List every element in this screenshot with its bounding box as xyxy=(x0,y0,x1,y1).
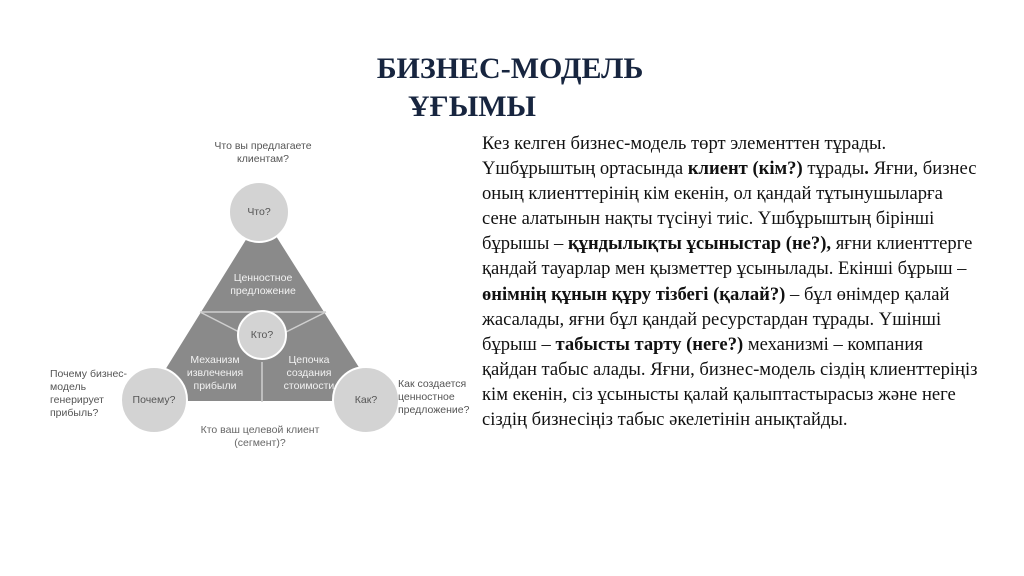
body-text-5: – бұл өнімдер қалай жасалады, яғни бұл қандай ресурстардан тұрады. Үшінші бұрыш – xyxy=(482,283,950,355)
body-text-2: тұрады xyxy=(802,158,865,180)
title-line-1: БИЗНЕС-МОДЕЛЬ xyxy=(376,52,644,85)
center-circle-label: Кто? xyxy=(250,329,274,341)
business-model-triangle-diagram xyxy=(40,130,480,470)
title-line-2: ҰҒЫМЫ xyxy=(408,90,536,123)
body-bold-revenue: табысты тарту (неге?) xyxy=(555,333,744,355)
body-text-4: яғни клиенттерге қандай тауарлар мен қызметтер ұсынылады. Екінші бұрыш – xyxy=(482,233,973,280)
right-circle-label: Как? xyxy=(354,394,378,406)
top-circle-label: Что? xyxy=(247,206,271,218)
body-bold-period: . xyxy=(864,158,869,180)
top-question-label: Что вы предлагаете клиентам? xyxy=(214,140,312,165)
right-question-label: Как создается ценностное предложение? xyxy=(398,378,470,416)
body-text-3: Яғни, бизнес оның клиенттерінің кім екенін, ол қандай тұтынушыларға сене алатынын нақты түсінуі тиіс. Үшбұрыштың бірінші бұрышы – xyxy=(482,158,977,255)
body-bold-value-proposition: құндылықты ұсыныстар (не?), xyxy=(567,233,832,255)
top-zone-label: Ценностное предложение xyxy=(230,272,296,297)
right-zone-label: Цепочка создания стоимости xyxy=(283,354,335,392)
body-text-1: Кез келген бизнес-модель төрт элементтен тұрады. Үшбұрыштың ортасында xyxy=(482,133,887,180)
slide-title xyxy=(300,50,720,126)
bottom-segment-label: Кто ваш целевой клиент (сегмент)? xyxy=(200,424,320,449)
left-question-label: Почему бизнес-модель генерирует прибыль? xyxy=(50,368,128,419)
body-bold-client: клиент (кім?) xyxy=(687,158,803,180)
left-zone-label: Механизм извлечения прибыли xyxy=(186,354,244,392)
body-paragraph xyxy=(482,131,982,432)
body-bold-value-chain: өнімнің құнын құру тізбегі (қалай?) xyxy=(482,283,786,305)
left-circle-label: Почему? xyxy=(132,394,176,406)
body-text-6: механизмі – компания қайдан табыс алады. Яғни, бизнес-модель сіздің клиенттеріңіз кім екенін, сіз ұсынысты қалай қалыптастырасыз және неге сіздің бизнесіңіз табыс әкелетінін анықтайды. xyxy=(482,333,978,431)
